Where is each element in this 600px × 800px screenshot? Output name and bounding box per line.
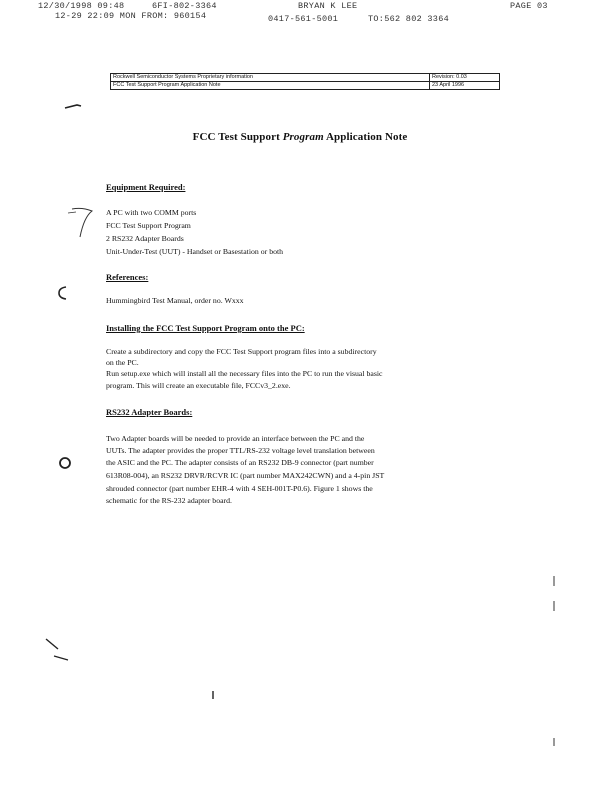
rs232-line: the ASIC and the PC. The adapter consists of an RS232 DB-9 connector (part number [106,458,374,467]
title-part-2: Program [282,131,324,143]
installing-line: on the PC. [106,358,139,367]
handwritten-mark [62,203,102,243]
rs232-line: schematic for the RS-232 adapter board. [106,496,233,505]
proprietary-notice: Rockwell Semiconductor Systems Proprietary information [111,74,430,82]
hole-punch-icon [56,284,70,302]
rs232-line: 613R08-004), an RS232 DRVR/RCVR IC (part number MAX242CWN) and a 4-pin JST [106,471,385,480]
references-text: Hummingbird Test Manual, order no. Wxxx [106,296,244,305]
document-header-table [110,73,500,90]
equipment-heading: Equipment Required: [106,182,186,192]
document-name-cell: FCC Test Support Program Application Note [111,82,430,90]
scan-mark [210,690,216,700]
fax-sender-number: 6FI-802-3364 [152,1,217,11]
title-part-3: Application Note [323,131,408,143]
fax-sender-name: BRYAN K LEE [298,1,358,11]
equipment-item: 2 RS232 Adapter Boards [106,234,184,243]
equipment-item: A PC with two COMM ports [106,208,197,217]
title-part-1: FCC Test Support [192,131,283,143]
installing-line: Create a subdirectory and copy the FCC Test Support program files into a subdirectory [106,347,377,356]
scan-mark [52,652,72,664]
page-title [0,131,600,143]
document-date: 23 April 1996 [430,82,500,90]
fax-timestamp: 12/30/1998 09:48 [38,1,125,11]
installing-line: program. This will create an executable file, FCCv3_2.exe. [106,381,291,390]
rs232-line: UUTs. The adapter provides the proper TTL/RS-232 voltage level translation between [106,446,375,455]
hole-punch-icon [57,455,73,471]
fax-relay-number: 0417-561-5001 [268,14,339,24]
equipment-item: Unit-Under-Test (UUT) - Handset or Basestation or both [106,247,284,256]
references-heading: References: [106,272,149,282]
rs232-heading: RS232 Adapter Boards: [106,407,193,417]
installing-heading: Installing the FCC Test Support Program onto the PC: [106,323,305,333]
rs232-line: Two Adapter boards will be needed to provide an interface between the PC and the [106,434,365,443]
scan-mark [551,737,557,747]
rs232-line: shrouded connector (part number EHR-4 with 4 SEH-001T-P0.6). Figure 1 shows the [106,484,373,493]
scan-mark [551,575,557,587]
fax-recipient: TO:562 802 3364 [368,14,450,24]
installing-line: Run setup.exe which will install all the necessary files into the PC to run the visual basic [106,369,383,378]
fax-relay-timestamp: 12-29 22:09 MON FROM: 960154 [55,11,207,21]
scan-mark [551,600,557,612]
fax-page-number: PAGE 03 [510,1,548,11]
revision-label: Revision: 0.03 [430,74,500,82]
equipment-item: FCC Test Support Program [106,221,191,230]
scan-mark [63,101,83,111]
